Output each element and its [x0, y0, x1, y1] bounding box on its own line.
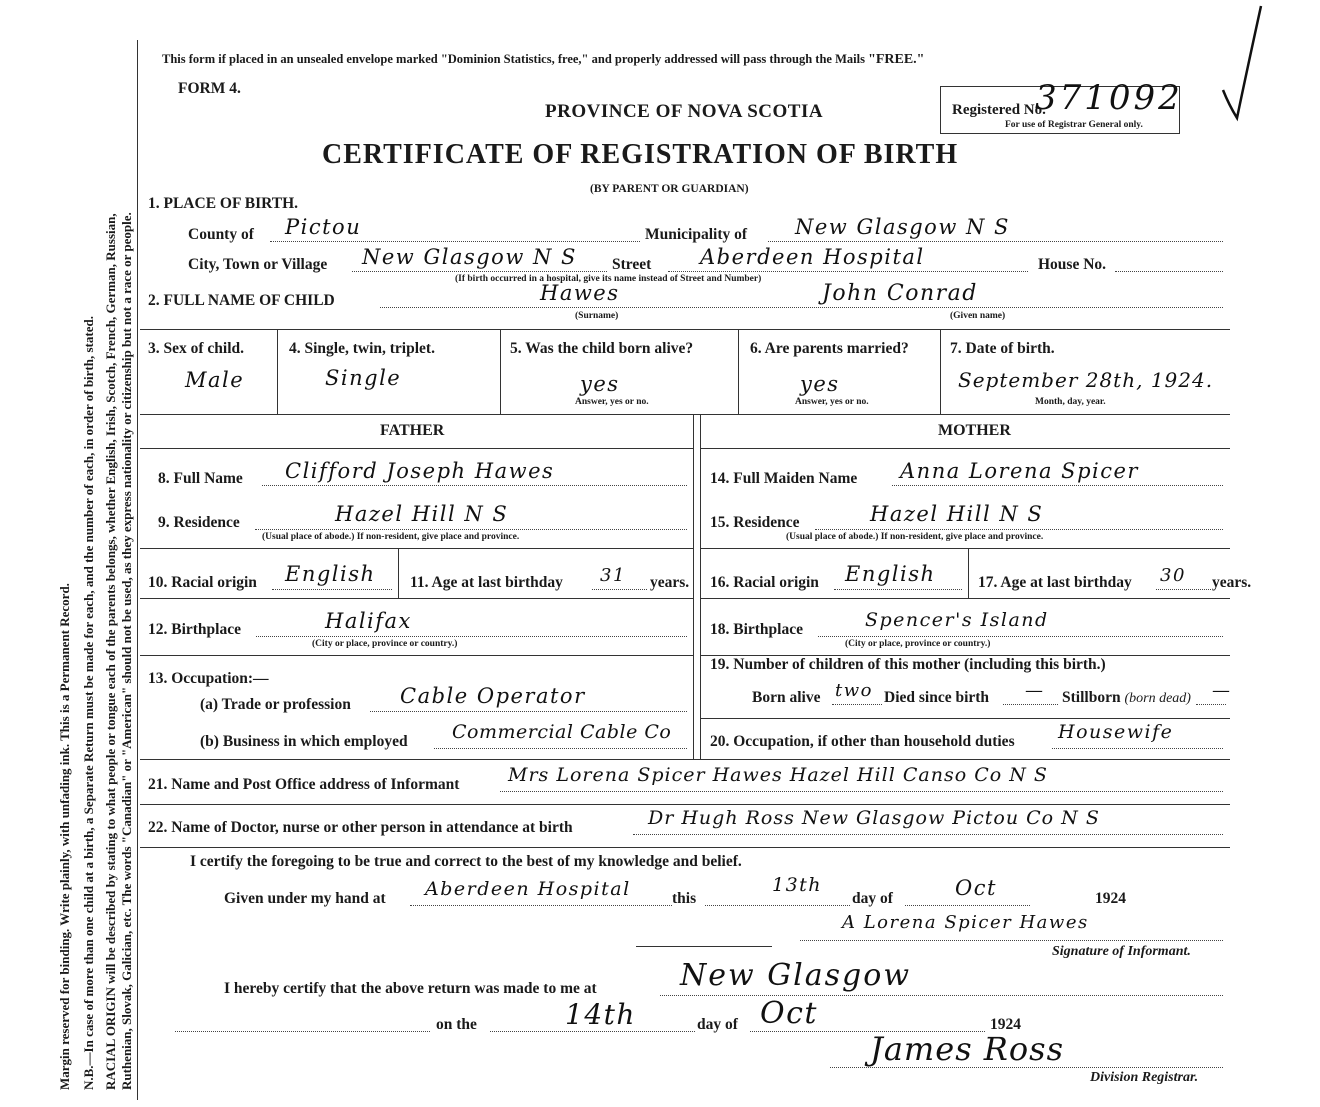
father-age-value: 31: [600, 565, 626, 586]
died-since-birth-label: Died since birth: [884, 689, 990, 706]
sex-value: Male: [185, 368, 245, 392]
mother-birthplace-value: Spencer's Island: [865, 609, 1049, 631]
birth-date-label: 7. Date of birth.: [950, 340, 1055, 357]
informant-signature: A Lorena Spicer Hawes: [842, 912, 1089, 933]
street-value: Aberdeen Hospital: [700, 245, 925, 269]
father-trade-label: (a) Trade or profession: [200, 696, 351, 713]
informant-certify-statement: I certify the foregoing to be true and correct to the best of my knowledge and belief.: [190, 853, 742, 870]
father-name-value: Clifford Joseph Hawes: [285, 459, 555, 483]
given-year-value: 1924: [1095, 890, 1126, 907]
born-alive-count-label: Born alive: [752, 689, 821, 706]
born-alive-label: 5. Was the child born alive?: [510, 340, 694, 357]
county-value: Pictou: [285, 215, 362, 239]
registrar-only-note: For use of Registrar General only.: [1005, 120, 1143, 130]
registered-number-label: Registered No.: [952, 102, 1046, 118]
plurality-value: Single: [325, 366, 402, 390]
birth-date-value: September 28th, 1924.: [958, 368, 1214, 392]
place-of-birth-heading: 1. PLACE OF BIRTH.: [148, 195, 299, 212]
parents-married-label: 6. Are parents married?: [750, 340, 909, 357]
registrar-year-value: 1924: [990, 1016, 1021, 1033]
father-heading: FATHER: [380, 422, 445, 439]
father-business-label: (b) Business in which employed: [200, 733, 408, 750]
child-name-label: 2. FULL NAME OF CHILD: [148, 292, 335, 309]
registrar-signature: James Ross: [870, 1030, 1064, 1068]
father-residence-value: Hazel Hill N S: [335, 502, 509, 526]
mother-children-label: 19. Number of children of this mother (including this birth.): [710, 656, 1106, 673]
father-birthplace-label: 12. Birthplace: [148, 621, 241, 638]
registrar-month-value: Oct: [760, 996, 818, 1031]
father-trade-value: Cable Operator: [400, 684, 586, 708]
informant-signature-label: Signature of Informant.: [1052, 944, 1191, 959]
father-age-unit: years.: [650, 574, 690, 591]
mother-name-label: 14. Full Maiden Name: [710, 470, 858, 487]
registrar-place-value: New Glasgow: [680, 958, 912, 993]
informant-value: Mrs Lorena Spicer Hawes Hazel Hill Canso Co N S: [508, 764, 1048, 786]
father-race-value: English: [285, 562, 376, 586]
mother-heading: MOTHER: [938, 422, 1011, 439]
informant-label: 21. Name and Post Office address of Informant: [148, 776, 460, 793]
child-surname-value: Hawes: [540, 281, 620, 305]
mother-occupation-label: 20. Occupation, if other than household duties: [710, 733, 1015, 750]
mother-race-label: 16. Racial origin: [710, 574, 819, 591]
father-age-label: 11. Age at last birthday: [410, 574, 563, 591]
child-given-name-value: John Conrad: [822, 281, 978, 306]
parents-married-note: Answer, yes or no.: [795, 397, 869, 407]
margin-note-racial-origin: RACIAL ORIGIN will be described by stating to what people or tongue each of the parents belongs, whether English, Irish, Scotch, French, German, Russian,: [103, 213, 118, 1090]
registered-number-value: 371092: [1035, 78, 1183, 118]
postal-notice: [162, 52, 924, 68]
registrar-certify-statement: I hereby certify that the above return was made to me at: [224, 980, 597, 997]
registrar-on-the-label: on the: [436, 1016, 477, 1033]
municipality-value: New Glasgow N S: [795, 215, 1010, 239]
father-business-value: Commercial Cable Co: [452, 721, 672, 743]
birth-date-note: Month, day, year.: [1035, 397, 1106, 407]
registrar-day-of-label: day of: [697, 1016, 738, 1033]
mother-residence-note: (Usual place of abode.) If non-resident, give place and province.: [786, 532, 1044, 542]
born-alive-count-value: two: [835, 680, 873, 701]
plurality-label: 4. Single, twin, triplet.: [289, 340, 435, 357]
county-label: County of: [188, 226, 254, 243]
page-subtitle: (BY PARENT OR GUARDIAN): [590, 183, 749, 195]
margin-note-multiple-births: N.B.—In case of more than one child at a birth, a Separate Return must be made for each, and the number of each, in order of birth, stated.: [81, 316, 96, 1090]
given-day-value: 13th: [772, 874, 823, 896]
mother-race-value: English: [845, 562, 936, 586]
city-value: New Glasgow N S: [362, 245, 577, 269]
page-title: CERTIFICATE OF REGISTRATION OF BIRTH: [322, 139, 959, 170]
municipality-label: Municipality of: [645, 226, 748, 243]
city-label: City, Town or Village: [188, 256, 328, 273]
binding-rule: [137, 40, 138, 1100]
sex-label: 3. Sex of child.: [148, 340, 245, 357]
mother-birthplace-note: (City or place, province or country.): [845, 639, 991, 649]
father-birthplace-value: Halifax: [325, 609, 412, 633]
mother-residence-value: Hazel Hill N S: [870, 502, 1044, 526]
given-name-note: (Given name): [950, 311, 1006, 321]
given-day-of-label: day of: [852, 890, 893, 907]
father-residence-label: 9. Residence: [158, 514, 240, 531]
house-number-label: House No.: [1038, 256, 1107, 273]
mother-birthplace-label: 18. Birthplace: [710, 621, 803, 638]
father-birthplace-note: (City or place, province or country.): [312, 639, 458, 649]
father-name-label: 8. Full Name: [158, 470, 243, 487]
mother-age-unit: years.: [1212, 574, 1252, 591]
father-occupation-label: 13. Occupation:—: [148, 670, 269, 687]
born-alive-note: Answer, yes or no.: [575, 397, 649, 407]
mother-occupation-value: Housewife: [1058, 721, 1174, 743]
doctor-value: Dr Hugh Ross New Glasgow Pictou Co N S: [648, 807, 1100, 829]
died-since-birth-value: —: [1025, 680, 1045, 701]
given-under-hand-label: Given under my hand at: [224, 890, 386, 907]
hospital-note: (If birth occurred in a hospital, give its name instead of Street and Number): [455, 274, 762, 284]
doctor-label: 22. Name of Doctor, nurse or other person in attendance at birth: [148, 819, 573, 836]
given-place-value: Aberdeen Hospital: [425, 878, 631, 900]
check-mark-icon: [1215, 0, 1265, 125]
postal-notice-text: This form if placed in an unsealed envelope marked "Dominion Statistics, free," and properly addressed will pass through the Mails: [162, 52, 869, 66]
stillborn-label-text: Stillborn: [1062, 689, 1121, 706]
margin-notes: [0, 0, 140, 1107]
margin-note-racial-origin-cont: Ruthenian, Slovak, Galician, etc. The words "Canadian" or "American" should not be used, as they express nationality or citizenship but not a race or people.: [119, 212, 134, 1090]
stillborn-note: (born dead): [1124, 691, 1191, 706]
province-heading: PROVINCE OF NOVA SCOTIA: [545, 101, 824, 122]
parents-married-value: yes: [800, 372, 840, 396]
father-residence-note: (Usual place of abode.) If non-resident, give place and province.: [262, 532, 520, 542]
surname-note: (Surname): [575, 311, 619, 321]
stillborn-label: [1062, 689, 1191, 707]
mother-residence-label: 15. Residence: [710, 514, 800, 531]
mother-age-label: 17. Age at last birthday: [978, 574, 1132, 591]
form-number: FORM 4.: [178, 80, 241, 97]
mother-name-value: Anna Lorena Spicer: [900, 459, 1139, 483]
street-label: Street: [612, 256, 652, 273]
mother-age-value: 30: [1160, 565, 1186, 586]
father-race-label: 10. Racial origin: [148, 574, 257, 591]
stillborn-value: —: [1212, 680, 1232, 701]
margin-note-binding: Margin reserved for binding. Write plainly, with unfading ink. This is a Permanent Record.: [57, 583, 72, 1090]
given-this-label: this: [672, 890, 697, 907]
registrar-signature-label: Division Registrar.: [1090, 1070, 1199, 1085]
given-month-value: Oct: [955, 876, 997, 900]
registrar-day-value: 14th: [565, 998, 636, 1031]
postal-notice-free: "FREE.": [868, 52, 925, 67]
born-alive-value: yes: [580, 372, 620, 396]
